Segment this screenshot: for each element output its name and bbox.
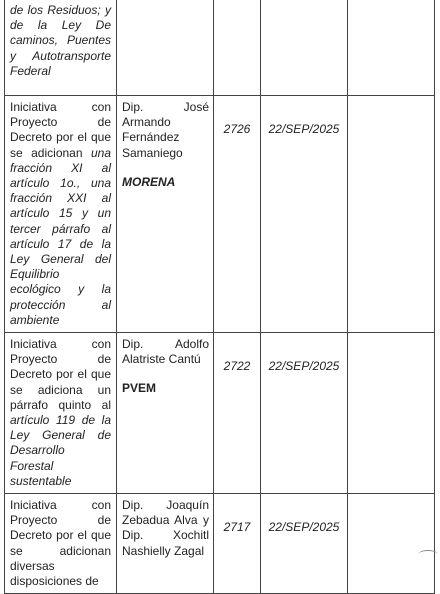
initiatives-table bbox=[4, 0, 435, 594]
record-number: 2717 bbox=[223, 520, 251, 535]
proponent-cell bbox=[117, 0, 214, 96]
table-row bbox=[5, 96, 435, 333]
record-number: 2722 bbox=[223, 359, 251, 374]
proponent-name: Dip. Adolfo Alatriste Cantú bbox=[122, 337, 209, 367]
proponent-name: Dip. Joaquín Zebadua Alva y Dip. Xochitl Nashielly Zagal bbox=[122, 498, 209, 558]
initiative-description: Iniciativa con Proyecto de Decreto por el que se adicionan diversas disposiciones de bbox=[10, 498, 111, 589]
empty-cell bbox=[348, 96, 435, 333]
record-date: 22/SEP/2025 bbox=[268, 359, 340, 374]
table-row bbox=[5, 0, 435, 96]
date-cell bbox=[261, 0, 348, 96]
party-label: MORENA bbox=[122, 174, 176, 189]
initiative-description: Iniciativa con Proyecto de Decreto por el que se adiciona un párrafo quinto al artículo 119 de la Ley General de Desarrollo Forestal sustentable bbox=[10, 337, 111, 488]
record-date: 22/SEP/2025 bbox=[268, 520, 340, 535]
empty-cell bbox=[348, 0, 435, 96]
proponent-name: Dip. José Armando Fernández Samaniego bbox=[122, 100, 209, 160]
initiative-description: Iniciativa con Proyecto de Decreto por el que se adicionan una fracción XI al artículo 1o., una fracción XXI al artículo 15 y un tercer párrafo al artículo 17 de la Ley General del Equilibrio ecológico y la protección al ambiente bbox=[10, 100, 111, 327]
record-number: 2726 bbox=[223, 122, 251, 136]
number-cell bbox=[214, 0, 261, 96]
page-curl-mark bbox=[418, 550, 438, 559]
empty-cell bbox=[348, 494, 435, 594]
party-label: PVEM bbox=[122, 381, 157, 396]
record-date: 22/SEP/2025 bbox=[268, 122, 340, 136]
table-row bbox=[5, 333, 435, 494]
initiative-description: de los Residuos; y de la Ley De caminos, Puentes y Autotransporte Federal bbox=[10, 3, 111, 78]
empty-cell bbox=[348, 333, 435, 494]
table-row bbox=[5, 494, 435, 594]
